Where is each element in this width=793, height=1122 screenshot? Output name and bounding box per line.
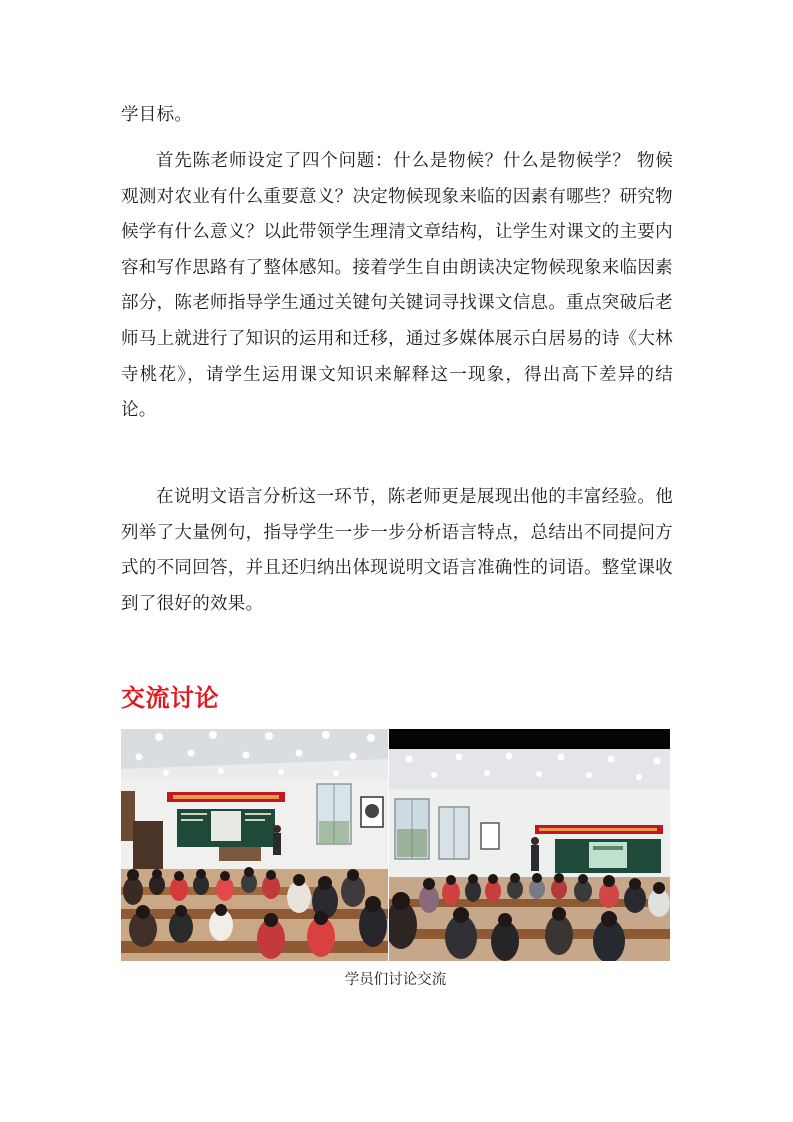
paragraph-language-analysis: 在说明文语言分析这一环节，陈老师更是展现出他的丰富经验。他列举了大量例句，指导学生一步一步分析语言特点，总结出不同提问方式的不同回答，并且还归纳出体现说明文语言准确性的词语。整堂课收到了很好的效果。	[121, 487, 673, 614]
paragraph-questions: 首先陈老师设定了四个问题：什么是物候？什么是物候学？ 物候观测对农业有什么重要意义？决定物候现象来临的因素有哪些？研究物候学有什么意义？以此带领学生理清文章结构，让学生对课文的主要内容和写作思路有了整体感知。接着学生自由朗读决定物候现象来临因素部分，陈老师指导学生通过关键句关键词寻找课文信息。重点突破后老师马上就进行了知识的运用和迁移，通过多媒体展示白居易的诗《大林寺桃花》，请学生运用课文知识来解释这一现象，得出高下差异的结论。	[121, 151, 673, 421]
section-heading: 交流讨论	[121, 684, 219, 712]
paragraph-continuation: 学目标。	[121, 105, 193, 125]
photo-caption: 学员们讨论交流	[344, 972, 447, 988]
classroom-photo-left	[121, 729, 388, 961]
classroom-photo-right	[389, 729, 670, 961]
